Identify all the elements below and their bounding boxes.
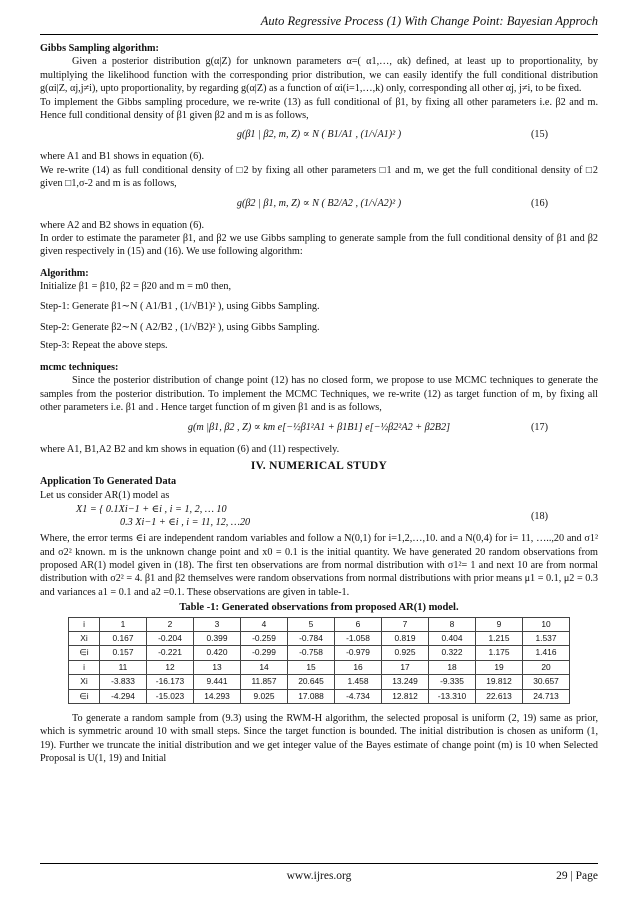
table-cell: -0.259 xyxy=(241,632,288,646)
equation-15-formula: g(β1 | β2, m, Z) ∝ N ( B1/A1 , (1/√A1)² ) xyxy=(236,129,402,141)
header-rule xyxy=(40,34,598,35)
equation-16-formula: g(β2 | β1, m, Z) ∝ N ( B2/A2 , (1/√A2)² ) xyxy=(236,197,402,209)
table-cell: 0.819 xyxy=(382,632,429,646)
table-cell: -15.023 xyxy=(147,689,194,703)
equation-17-number: (17) xyxy=(531,421,548,433)
table-row xyxy=(69,632,570,646)
application-paragraph-1: Let us consider AR(1) model as xyxy=(40,489,170,501)
application-paragraph-2: Where, the error terms ∈i are independent random variables and follow a N(0,1) for i=1,2,…,10. and a N(0,4) for i= 11, …..,20 and σ1² and σ2² known. m is the unknown change point and x0 = 0.1 is the initial quantity. We have generated 20 random observations from proposed AR(1) model given in (18). The first ten observations are from normal distribution with σ1²= 1 and next 10 are from normal distribution with σ2² = 4. β1 and β2 themselves were random observations from normal distributions with prior means μ1 = 0.1, μ2 = 0.3 and variances a1 = 0.1 and a2 =0.1. These observations are given in table-1. xyxy=(40,533,598,598)
table-cell: 13 xyxy=(194,660,241,674)
algorithm-init: Initialize β1 = β10, β2 = β20 and m = m0 then, xyxy=(40,281,232,293)
table-cell: 1.215 xyxy=(476,632,523,646)
table-cell: -0.204 xyxy=(147,632,194,646)
table-row xyxy=(69,689,570,703)
table-cell: -0.979 xyxy=(335,646,382,660)
mcmc-paragraph-1: Since the posterior distribution of change point (12) has no closed form, we propose to use MCMC techniques to generate the samples from the posterior distribution. To implement the MCMC Techniques, we re-write (12) as target function of m, by fixing all other parameters i.e. β1 and . Hence target function of m given β1 and is as follows, xyxy=(40,375,598,414)
table-cell: 1.537 xyxy=(523,632,570,646)
table-cell: 11.857 xyxy=(241,675,288,689)
table-cell: 1.416 xyxy=(523,646,570,660)
gibbs-paragraph-4: We re-write (14) as full conditional density of □2 by fixing all other parameters □1 and m, we get the full conditional density of □2 given □1,σ-2 and m is as follows, xyxy=(40,164,598,190)
table-cell: 0.157 xyxy=(100,646,147,660)
table-cell: 0.322 xyxy=(429,646,476,660)
table-row xyxy=(69,646,570,660)
equation-18-line-1: X1 = { 0.1Xi−1 + ∈i , i = 1, 2, … 10 xyxy=(76,504,227,516)
footer-site: www.ijres.org xyxy=(286,870,352,882)
table-cell: 5 xyxy=(288,617,335,631)
table-row xyxy=(69,675,570,689)
table-cell: 10 xyxy=(523,617,570,631)
table-caption: Table -1: Generated observations from proposed AR(1) model. xyxy=(179,602,459,614)
running-header: Auto Regressive Process (1) With Change Point: Bayesian Approch xyxy=(260,14,598,28)
page-footer xyxy=(40,868,598,884)
gibbs-paragraph-5: where A2 and B2 shows in equation (6). xyxy=(40,219,205,231)
table-cell: 1 xyxy=(100,617,147,631)
table-cell: -0.758 xyxy=(288,646,335,660)
closing-paragraph: To generate a random sample from (9.3) using the RWM-H algorithm, the selected proposal is uniform (2, 19) same as prior, which is symmetric around 10 with small steps. Since the target function is bounded. The initial distribution is chosen as uniform (1, 19). Further we truncate the initial distribution and we get integer value of the Bayes estimate of change point (m) is 10 when Selected Proposal is U(1, 19) and Initial xyxy=(40,713,598,765)
table-cell: 0.404 xyxy=(429,632,476,646)
table-cell: 6 xyxy=(335,617,382,631)
table-cell: 16 xyxy=(335,660,382,674)
table-row xyxy=(69,660,570,674)
equation-17-formula: g(m |β1, β2 , Z) ∝ km e[−½β1²A1 + β1B1] e[−½β2²A2 + β2B2] xyxy=(187,421,451,433)
gibbs-paragraph-1: Given a posterior distribution g(α|Z) for unknown parameters α=( α1,…, αk) defined, at least up to proportionality, by multiplying the likelihood function with the corresponding prior distribution, we can easily identify the full conditional distribution g(αi|Z, αj,j≠i), upto proportionality, by regarding g(α|Z) as a function of αi(i=1,…,k) only, corresponding all other αj, j≠i, to be fixed. xyxy=(40,56,598,95)
gibbs-heading: Gibbs Sampling algorithm: xyxy=(40,43,159,54)
table-cell: 9 xyxy=(476,617,523,631)
gibbs-paragraph-6: In order to estimate the parameter β1, and β2 we use Gibbs sampling to generate sample from the full conditional density of β1 and β2 given respectively in (15) and (16). We use following algorithm: xyxy=(40,233,598,258)
table-cell: 0.167 xyxy=(100,632,147,646)
application-heading: Application To Generated Data xyxy=(40,476,177,488)
table-cell: 19.812 xyxy=(476,675,523,689)
table-cell: -1.058 xyxy=(335,632,382,646)
table-cell: -4.734 xyxy=(335,689,382,703)
footer-rule xyxy=(40,863,598,864)
table-cell: 8 xyxy=(429,617,476,631)
table-row-label: i xyxy=(69,617,100,631)
table-cell: 24.713 xyxy=(523,689,570,703)
equation-16 xyxy=(40,192,598,218)
table-row xyxy=(69,617,570,631)
gibbs-paragraph-2: To implement the Gibbs sampling procedure, we re-write (13) as full conditional of β1, by fixing all other parameters i.e. β2 and m. Hence full conditional density of β1 given β2 and m is as follows, xyxy=(40,96,598,122)
table-row-label: Xi xyxy=(69,675,100,689)
section-title: IV. NUMERICAL STUDY xyxy=(250,459,388,472)
table-cell: 4 xyxy=(241,617,288,631)
table-cell: 17.088 xyxy=(288,689,335,703)
footer-page-number: 29 | Page xyxy=(556,870,598,882)
table-cell: 3 xyxy=(194,617,241,631)
table-cell: 14.293 xyxy=(194,689,241,703)
equation-18-number: (18) xyxy=(531,511,548,523)
table-row-label: i xyxy=(69,660,100,674)
table-row-label: ∈i xyxy=(69,646,100,660)
mcmc-paragraph-2: where A1, B1,A2 B2 and km shows in equation (6) and (11) respectively. xyxy=(40,443,340,455)
table-cell: 1.458 xyxy=(335,675,382,689)
equation-15 xyxy=(40,123,598,149)
table-row-label: ∈i xyxy=(69,689,100,703)
table-cell: -13.310 xyxy=(429,689,476,703)
equation-17 xyxy=(40,416,598,442)
body-text xyxy=(40,42,598,766)
equation-15-number: (15) xyxy=(531,129,548,141)
table-row-label: Xi xyxy=(69,632,100,646)
algorithm-step-1: Step-1: Generate β1∼N ( A1/B1 , (1/√B1)² ), using Gibbs Sampling. xyxy=(40,300,320,312)
table-cell: 30.657 xyxy=(523,675,570,689)
observations-table xyxy=(68,617,570,704)
table-cell: -0.221 xyxy=(147,646,194,660)
table-cell: 2 xyxy=(147,617,194,631)
table-cell: 11 xyxy=(100,660,147,674)
table-cell: 0.399 xyxy=(194,632,241,646)
table-cell: 17 xyxy=(382,660,429,674)
table-cell: 9.441 xyxy=(194,675,241,689)
table-cell: -4.294 xyxy=(100,689,147,703)
table-cell: 14 xyxy=(241,660,288,674)
table-cell: 1.175 xyxy=(476,646,523,660)
table-cell: 19 xyxy=(476,660,523,674)
table-cell: -0.299 xyxy=(241,646,288,660)
equation-18 xyxy=(40,503,598,531)
table-cell: -9.335 xyxy=(429,675,476,689)
table-cell: 0.925 xyxy=(382,646,429,660)
table-cell: 0.420 xyxy=(194,646,241,660)
equation-16-number: (16) xyxy=(531,197,548,209)
gibbs-paragraph-3: where A1 and B1 shows in equation (6). xyxy=(40,151,205,163)
table-cell: 9.025 xyxy=(241,689,288,703)
table-cell: -3.833 xyxy=(100,675,147,689)
table-cell: 18 xyxy=(429,660,476,674)
table-cell: -16.173 xyxy=(147,675,194,689)
table-cell: 22.613 xyxy=(476,689,523,703)
table-cell: 7 xyxy=(382,617,429,631)
mcmc-heading: mcmc techniques: xyxy=(40,361,119,373)
table-cell: 12 xyxy=(147,660,194,674)
table-cell: 15 xyxy=(288,660,335,674)
table-cell: 20 xyxy=(523,660,570,674)
algorithm-step-2: Step-2: Generate β2∼N ( A2/B2 , (1/√B2)² ), using Gibbs Sampling. xyxy=(40,322,320,334)
table-cell: -0.784 xyxy=(288,632,335,646)
table-cell: 20.645 xyxy=(288,675,335,689)
table-cell: 12.812 xyxy=(382,689,429,703)
algorithm-step-3: Step-3: Repeat the above steps. xyxy=(40,339,168,351)
algorithm-heading: Algorithm: xyxy=(40,267,89,279)
equation-18-line-2: 0.3 Xi−1 + ∈i , i = 11, 12, …20 xyxy=(120,517,251,529)
table-cell: 13.249 xyxy=(382,675,429,689)
